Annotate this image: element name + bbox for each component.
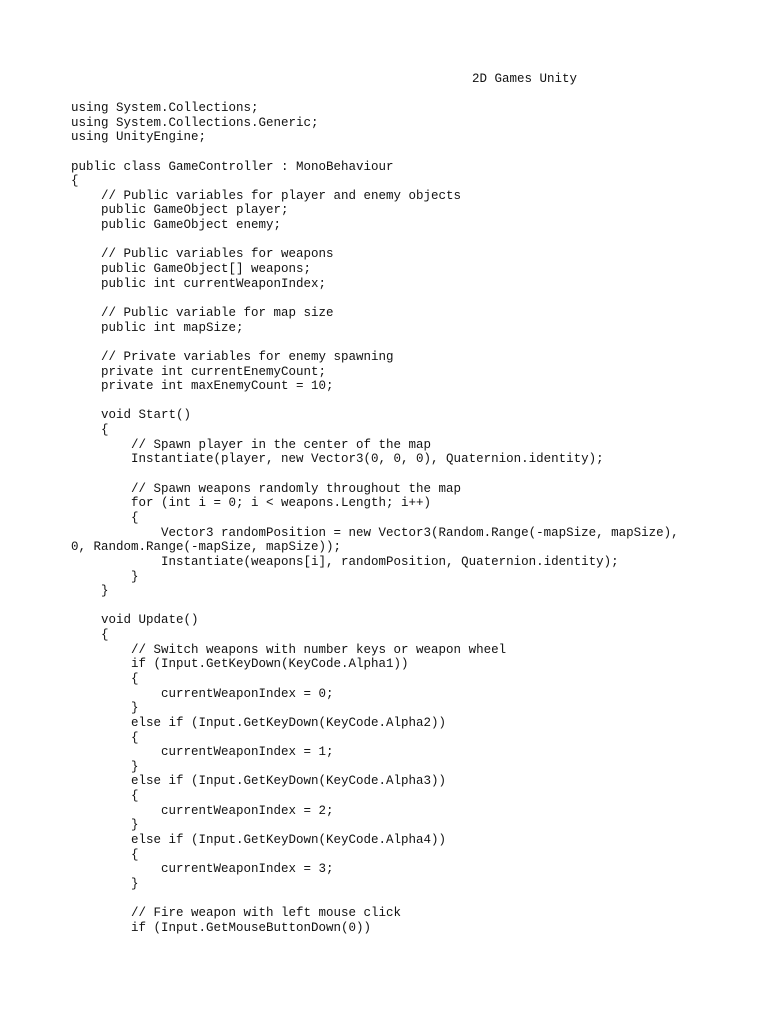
code-line: 0, Random.Range(-mapSize, mapSize));: [71, 540, 342, 555]
code-line: // Public variables for weapons: [71, 247, 334, 262]
code-block: [71, 101, 711, 936]
code-line: [71, 599, 711, 614]
code-line: using System.Collections.Generic;: [71, 115, 319, 130]
code-line: [71, 145, 711, 160]
code-line: {: [71, 510, 139, 525]
code-line: currentWeaponIndex = 3;: [71, 862, 334, 877]
code-line: Instantiate(weapons[i], randomPosition, Quaternion.identity);: [71, 554, 619, 569]
code-line: {: [71, 423, 109, 438]
code-line: public GameObject enemy;: [71, 218, 282, 233]
code-line: }: [71, 759, 139, 774]
code-line: public GameObject[] weapons;: [71, 262, 312, 277]
code-line: {: [71, 847, 139, 862]
code-line: currentWeaponIndex = 0;: [71, 686, 334, 701]
code-line: [71, 233, 711, 248]
code-line: {: [71, 174, 79, 189]
code-line: using System.Collections;: [71, 101, 259, 115]
code-line: currentWeaponIndex = 2;: [71, 803, 334, 818]
code-line: [71, 335, 711, 350]
code-line: private int maxEnemyCount = 10;: [71, 379, 334, 394]
code-line: // Private variables for enemy spawning: [71, 349, 394, 364]
code-line: // Public variables for player and enemy objects: [71, 188, 462, 203]
code-line: public int mapSize;: [71, 320, 244, 335]
code-line: void Update(): [71, 613, 199, 628]
code-line: [71, 394, 711, 409]
code-line: for (int i = 0; i < weapons.Length; i++): [71, 496, 432, 511]
code-line: // Spawn weapons randomly throughout the map: [71, 481, 462, 496]
code-line: else if (Input.GetKeyDown(KeyCode.Alpha4)): [71, 833, 447, 848]
code-line: currentWeaponIndex = 1;: [71, 745, 334, 760]
code-line: using UnityEngine;: [71, 130, 207, 145]
code-line: // Spawn player in the center of the map: [71, 437, 432, 452]
code-line: Instantiate(player, new Vector3(0, 0, 0), Quaternion.identity);: [71, 452, 604, 467]
code-line: public int currentWeaponIndex;: [71, 276, 327, 291]
code-line: public GameObject player;: [71, 203, 289, 218]
code-line: else if (Input.GetKeyDown(KeyCode.Alpha2)): [71, 715, 447, 730]
code-line: [71, 291, 711, 306]
code-line: void Start(): [71, 408, 192, 423]
code-line: // Switch weapons with number keys or weapon wheel: [71, 642, 507, 657]
code-line: [71, 892, 711, 907]
page-header: 2D Games Unity: [472, 72, 578, 86]
code-line: }: [71, 584, 109, 599]
code-line: [71, 467, 711, 482]
code-line: else if (Input.GetKeyDown(KeyCode.Alpha3)): [71, 774, 447, 789]
code-line: {: [71, 671, 139, 686]
code-line: {: [71, 730, 139, 745]
code-line: // Public variable for map size: [71, 305, 334, 320]
code-line: {: [71, 628, 109, 643]
code-line: if (Input.GetKeyDown(KeyCode.Alpha1)): [71, 657, 409, 672]
code-line: public class GameController : MonoBehaviour: [71, 159, 394, 174]
code-line: private int currentEnemyCount;: [71, 364, 327, 379]
code-line: }: [71, 876, 139, 891]
code-line: {: [71, 789, 139, 804]
code-line: Vector3 randomPosition = new Vector3(Random.Range(-mapSize, mapSize),: [71, 525, 679, 540]
code-line: }: [71, 818, 139, 833]
code-line: }: [71, 701, 139, 716]
code-line: }: [71, 569, 139, 584]
code-line: // Fire weapon with left mouse click: [71, 906, 402, 921]
code-line: if (Input.GetMouseButtonDown(0)): [71, 920, 372, 935]
